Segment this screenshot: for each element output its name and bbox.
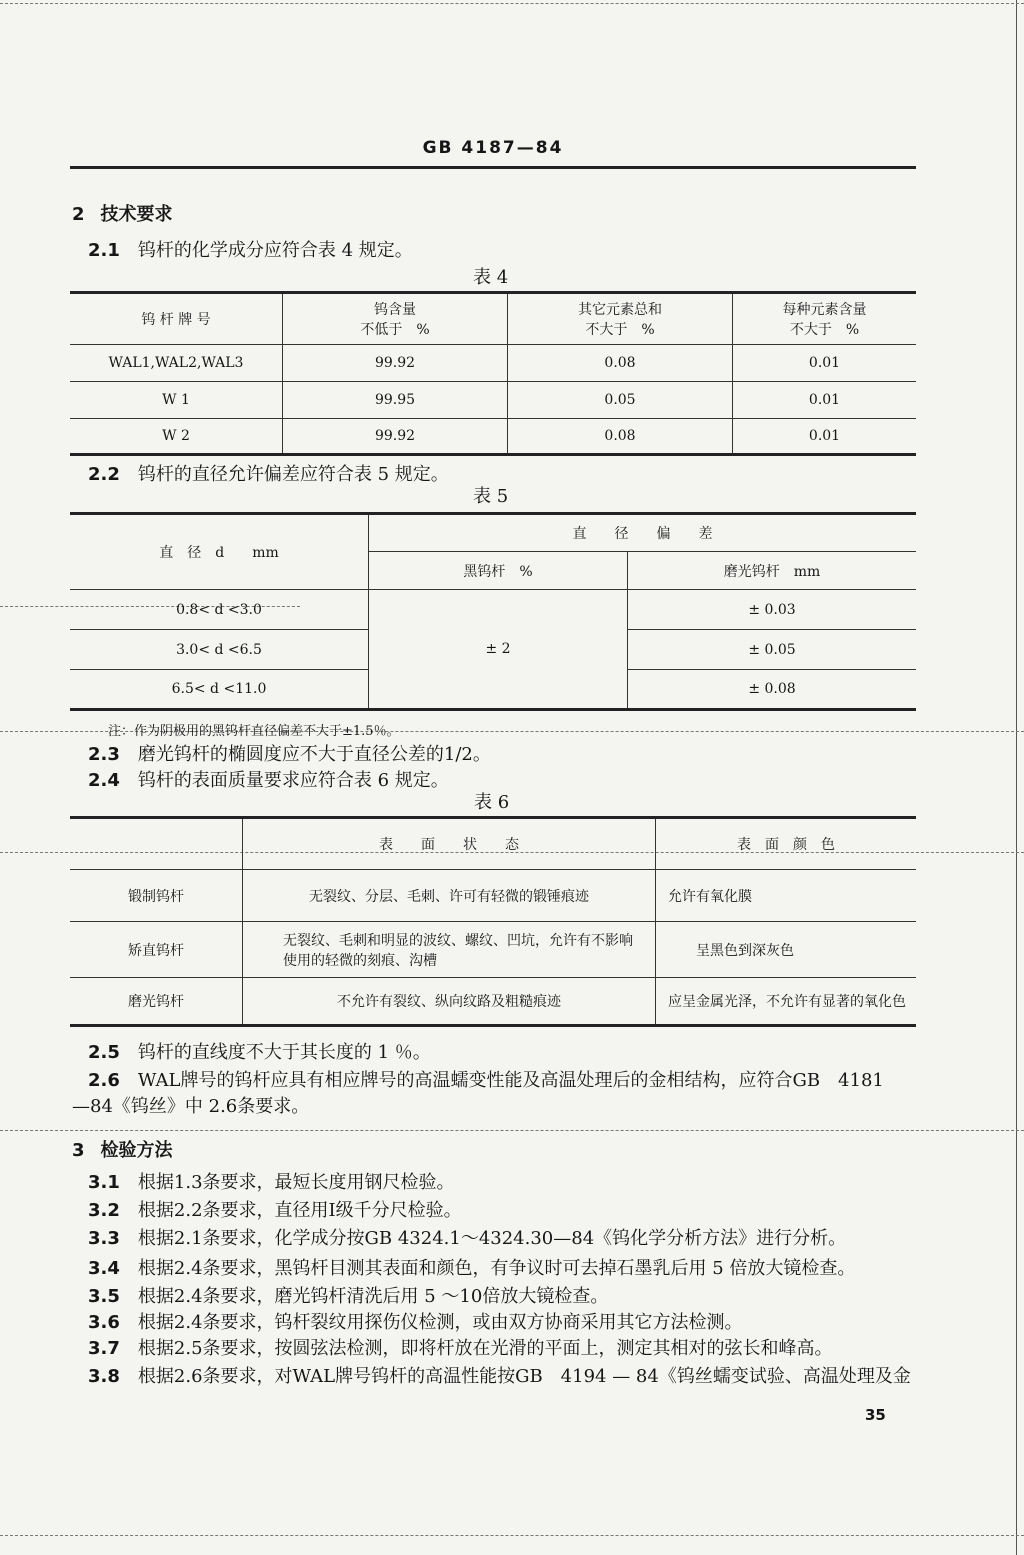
clause-text: 根据2.4条要求，黑钨杆目测其表面和颜色，有争议时可去掉石墨乳后用 5 倍放大镜检查。 (137, 1258, 856, 1279)
table-6 (70, 816, 916, 1027)
clause-number: 3.7 (88, 1338, 120, 1359)
clause-number: 3.1 (88, 1172, 120, 1193)
cell-polished-deviation: ± 0.03 (628, 590, 917, 630)
cell-surface-color: 呈黑色到深灰色 (656, 922, 917, 978)
table-header-row (70, 293, 916, 345)
cell-polished-deviation: ± 0.05 (628, 630, 917, 670)
table-row (70, 870, 916, 922)
header-black-rod: 黑钨杆 % (369, 552, 628, 590)
header-line: 不大于 % (789, 322, 860, 338)
cell-surface-color: 应呈金属光泽，不允许有显著的氧化色 (668, 994, 906, 1010)
table-header-row (70, 818, 916, 870)
scan-line (0, 3, 1024, 4)
clause-2-2 (88, 460, 449, 486)
cell-surface-state: 无裂纹、毛刺和明显的波纹、螺纹、凹坑，允许有不影响使用的轻微的刻痕、沟槽 (243, 922, 656, 978)
table-row (70, 345, 916, 382)
clause-text: 钨杆的表面质量要求应符合表 6 规定。 (137, 770, 449, 791)
clause-text: 根据2.2条要求，直径用Ⅰ级千分尺检验。 (137, 1200, 462, 1221)
table-header-row (70, 514, 916, 552)
cell-tungsten: 99.92 (283, 345, 508, 382)
section-number: 2 (72, 204, 85, 225)
clause-3-4 (88, 1254, 855, 1280)
clause-3-2 (88, 1196, 462, 1222)
header-deviation: 直 径 偏 差 (369, 514, 917, 552)
clause-number: 2.3 (88, 744, 120, 765)
clause-number: 2.1 (88, 240, 120, 261)
cell-diameter-range: 6.5< d <11.0 (70, 670, 369, 710)
clause-2-5 (88, 1038, 431, 1064)
header-rule (70, 166, 916, 169)
clause-text: 钨杆的直线度不大于其长度的 1 ％。 (137, 1042, 431, 1063)
table-6-caption: 表 6 (474, 792, 510, 813)
clause-2-6 (88, 1066, 884, 1092)
header-other-total (508, 293, 733, 345)
table-row (70, 419, 916, 455)
clause-number: 2.6 (88, 1070, 120, 1091)
clause-2-1 (88, 236, 413, 262)
cell-grade: W 1 (70, 382, 283, 419)
cell-each: 0.01 (733, 345, 917, 382)
clause-number: 3.6 (88, 1312, 120, 1333)
clause-number: 3.8 (88, 1366, 120, 1387)
clause-3-5 (88, 1282, 608, 1308)
cell-grade: W 2 (70, 419, 283, 455)
header-line: 其它元素总和 (578, 302, 662, 318)
cell-grade: WAL1,WAL2,WAL3 (70, 345, 283, 382)
section-2-heading (72, 200, 173, 226)
cell-rod-type: 锻制钨杆 (70, 870, 243, 922)
clause-2-4 (88, 766, 449, 792)
cell-other: 0.05 (508, 382, 733, 419)
section-title: 检验方法 (100, 1140, 173, 1161)
header-surface-color: 表 面 颜 色 (656, 818, 917, 870)
section-number: 3 (72, 1140, 85, 1161)
cell-tungsten: 99.92 (283, 419, 508, 455)
clause-number: 3.2 (88, 1200, 120, 1221)
cell-black-deviation: ± 2 (369, 590, 628, 710)
clause-number: 3.3 (88, 1228, 120, 1249)
scan-line (0, 1130, 1024, 1131)
clause-text: 根据1.3条要求，最短长度用钢尺检验。 (137, 1172, 455, 1193)
cell-other: 0.08 (508, 419, 733, 455)
table-5-note: 注：作为阴极用的黑钨杆直径偏差不大于±1.5％。 (108, 724, 400, 739)
header-grade: 钨 杆 牌 号 (70, 293, 283, 345)
clause-text: 根据2.5条要求，按圆弦法检测，即将杆放在光滑的平面上，测定其相对的弦长和峰高。 (137, 1338, 833, 1359)
clause-number: 2.2 (88, 464, 120, 485)
header-line: 每种元素含量 (782, 302, 867, 318)
clause-2-3 (88, 740, 491, 766)
header-tungsten (283, 293, 508, 345)
clause-3-3 (88, 1224, 846, 1250)
scan-line (0, 1535, 1024, 1536)
header-each-element (733, 293, 917, 345)
cell-rod-type: 磨光钨杆 (70, 978, 243, 1026)
table-row (70, 922, 916, 978)
header-line: 钨含量 (374, 302, 416, 318)
clause-text: 磨光钨杆的椭圆度应不大于直径公差的1/2。 (137, 744, 491, 765)
header-blank (70, 818, 243, 870)
clause-number: 3.4 (88, 1258, 120, 1279)
clause-text: 根据2.4条要求，钨杆裂纹用探伤仪检测，或由双方协商采用其它方法检测。 (137, 1312, 743, 1333)
table-row (70, 978, 916, 1026)
table-5 (70, 512, 916, 711)
clause-number: 3.5 (88, 1286, 120, 1307)
table-4 (70, 291, 916, 456)
clause-2-6-continued: —84《钨丝》中 2.6条要求。 (72, 1096, 310, 1117)
clause-3-7 (88, 1334, 833, 1360)
cell-surface-color: 允许有氧化膜 (656, 870, 917, 922)
table-4-caption: 表 4 (473, 267, 509, 288)
table-5-caption: 表 5 (473, 486, 509, 507)
clause-text: 钨杆的直径允许偏差应符合表 5 规定。 (137, 464, 449, 485)
table-row (70, 382, 916, 419)
page-number: 35 (865, 1406, 886, 1424)
cell-diameter-range: 0.8< d <3.0 (70, 590, 369, 630)
clause-3-8 (88, 1362, 911, 1388)
header-diameter: 直 径 d mm (70, 514, 369, 590)
cell-other: 0.08 (508, 345, 733, 382)
clause-text: WAL牌号的钨杆应具有相应牌号的高温蠕变性能及高温处理后的金相结构，应符合GB 4181 (137, 1070, 884, 1091)
cell-surface-state: 无裂纹、分层、毛刺、许可有轻微的锻锤痕迹 (243, 870, 656, 922)
header-polished-rod: 磨光钨杆 mm (628, 552, 917, 590)
cell-surface-state: 不允许有裂纹、纵向纹路及粗糙痕迹 (243, 978, 656, 1026)
clause-text: 根据2.1条要求，化学成分按GB 4324.1～4324.30—84《钨化学分析方法》进行分析。 (137, 1228, 847, 1249)
clause-number: 2.4 (88, 770, 120, 791)
table-row (70, 590, 916, 630)
header-surface-state: 表 面 状 态 (243, 818, 656, 870)
document-header: GB 4187—84 (422, 138, 564, 158)
clause-text: 根据2.4条要求，磨光钨杆清洗后用 5 ～10倍放大镜检查。 (137, 1286, 609, 1307)
cell-diameter-range: 3.0< d <6.5 (70, 630, 369, 670)
cell-tungsten: 99.95 (283, 382, 508, 419)
clause-3-1 (88, 1168, 455, 1194)
section-title: 技术要求 (100, 204, 173, 225)
cell-polished-deviation: ± 0.08 (748, 681, 796, 697)
section-3-heading (72, 1136, 173, 1162)
cell-rod-type: 矫直钨杆 (70, 922, 243, 978)
clause-text: 钨杆的化学成分应符合表 4 规定。 (137, 240, 413, 261)
clause-number: 2.5 (88, 1042, 120, 1063)
cell-each: 0.01 (808, 428, 841, 444)
header-line: 不大于 % (585, 322, 655, 338)
clause-3-6 (88, 1308, 743, 1334)
scan-edge-right (1016, 0, 1017, 1555)
clause-text: 根据2.6条要求，对WAL牌号钨杆的高温性能按GB 4194 — 84《钨丝蠕变试验、高温处理及金 (137, 1366, 911, 1387)
cell-each: 0.01 (733, 382, 917, 419)
header-line: 不低于 % (360, 322, 430, 338)
